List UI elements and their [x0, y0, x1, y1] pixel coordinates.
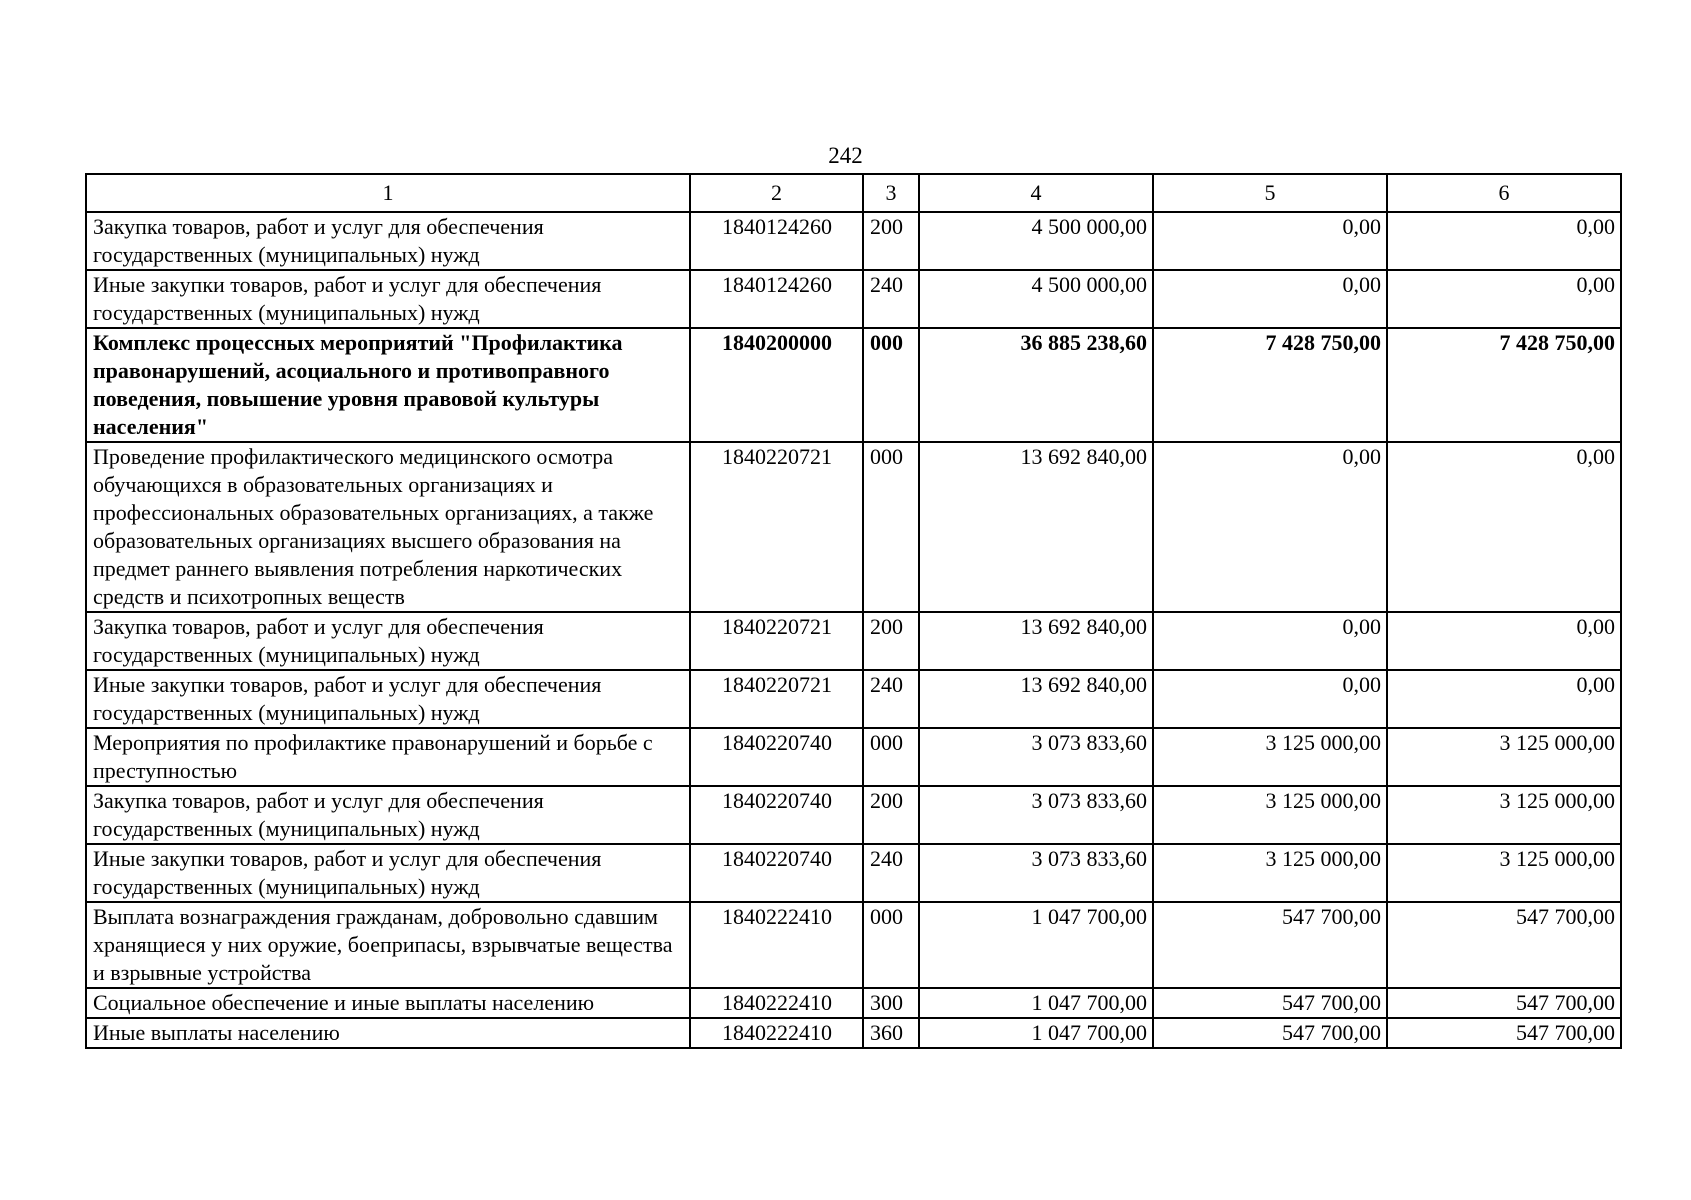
row-code-cell: 1840220721: [690, 442, 863, 612]
row-amount-col4: 3 073 833,60: [919, 728, 1153, 786]
row-code-cell: 1840124260: [690, 270, 863, 328]
row-name-cell: Закупка товаров, работ и услуг для обеспечения государственных (муниципальных) нужд: [86, 786, 690, 844]
row-code-cell: 1840222410: [690, 902, 863, 988]
col-header-4: 4: [919, 174, 1153, 212]
table-row: [86, 902, 1621, 988]
header-row: [86, 174, 1621, 212]
row-amount-col5: 547 700,00: [1153, 1018, 1387, 1048]
row-amount-col4: 36 885 238,60: [919, 328, 1153, 442]
row-amount-col5: 0,00: [1153, 612, 1387, 670]
table-row: [86, 328, 1621, 442]
row-amount-col5: 0,00: [1153, 270, 1387, 328]
row-amount-col5: 547 700,00: [1153, 988, 1387, 1018]
row-amount-col5: 3 125 000,00: [1153, 728, 1387, 786]
row-amount-col6: 3 125 000,00: [1387, 728, 1621, 786]
row-name-cell: Иные выплаты населению: [86, 1018, 690, 1048]
table-row: [86, 270, 1621, 328]
table-row: [86, 212, 1621, 270]
table-body: [86, 212, 1621, 1048]
row-code-cell: 1840220721: [690, 612, 863, 670]
row-amount-col6: 7 428 750,00: [1387, 328, 1621, 442]
row-vr-cell: 000: [863, 328, 919, 442]
row-name-cell: Иные закупки товаров, работ и услуг для обеспечения государственных (муниципальных) нужд: [86, 270, 690, 328]
row-vr-cell: 200: [863, 786, 919, 844]
row-amount-col6: 3 125 000,00: [1387, 786, 1621, 844]
row-code-cell: 1840222410: [690, 988, 863, 1018]
col-header-1: 1: [86, 174, 690, 212]
row-amount-col4: 3 073 833,60: [919, 786, 1153, 844]
row-vr-cell: 200: [863, 612, 919, 670]
table-row: [86, 844, 1621, 902]
col-header-6: 6: [1387, 174, 1621, 212]
row-amount-col4: 13 692 840,00: [919, 442, 1153, 612]
row-amount-col6: 0,00: [1387, 670, 1621, 728]
row-amount-col6: 0,00: [1387, 270, 1621, 328]
row-name-cell: Проведение профилактического медицинского осмотра обучающихся в образовательных организациях и профессиональных образовательных организациях, а также образовательных организациях высшего образования на предмет раннего выявления потребления наркотических средств и психотропных веществ: [86, 442, 690, 612]
row-amount-col6: 0,00: [1387, 442, 1621, 612]
row-code-cell: 1840124260: [690, 212, 863, 270]
row-name-cell: Социальное обеспечение и иные выплаты населению: [86, 988, 690, 1018]
row-amount-col5: 3 125 000,00: [1153, 786, 1387, 844]
row-vr-cell: 000: [863, 442, 919, 612]
row-code-cell: 1840220740: [690, 844, 863, 902]
row-amount-col4: 4 500 000,00: [919, 270, 1153, 328]
row-vr-cell: 360: [863, 1018, 919, 1048]
table-row: [86, 988, 1621, 1018]
row-code-cell: 1840220721: [690, 670, 863, 728]
row-amount-col5: 0,00: [1153, 212, 1387, 270]
row-amount-col5: 3 125 000,00: [1153, 844, 1387, 902]
row-name-cell: Иные закупки товаров, работ и услуг для обеспечения государственных (муниципальных) нужд: [86, 844, 690, 902]
row-amount-col5: 0,00: [1153, 442, 1387, 612]
table-row: [86, 728, 1621, 786]
row-amount-col5: 7 428 750,00: [1153, 328, 1387, 442]
row-vr-cell: 000: [863, 728, 919, 786]
row-name-cell: Закупка товаров, работ и услуг для обеспечения государственных (муниципальных) нужд: [86, 612, 690, 670]
row-amount-col6: 0,00: [1387, 612, 1621, 670]
row-amount-col6: 547 700,00: [1387, 902, 1621, 988]
table-row: [86, 1018, 1621, 1048]
col-header-2: 2: [690, 174, 863, 212]
row-amount-col4: 1 047 700,00: [919, 902, 1153, 988]
row-code-cell: 1840200000: [690, 328, 863, 442]
col-header-5: 5: [1153, 174, 1387, 212]
row-name-cell: Выплата вознаграждения гражданам, добровольно сдавшим хранящиеся у них оружие, боеприпасы, взрывчатые вещества и взрывные устройства: [86, 902, 690, 988]
row-amount-col4: 3 073 833,60: [919, 844, 1153, 902]
row-amount-col4: 1 047 700,00: [919, 1018, 1153, 1048]
row-amount-col5: 547 700,00: [1153, 902, 1387, 988]
row-amount-col6: 3 125 000,00: [1387, 844, 1621, 902]
table-row: [86, 786, 1621, 844]
row-amount-col6: 547 700,00: [1387, 1018, 1621, 1048]
row-amount-col4: 4 500 000,00: [919, 212, 1153, 270]
row-amount-col4: 13 692 840,00: [919, 612, 1153, 670]
row-amount-col4: 1 047 700,00: [919, 988, 1153, 1018]
row-vr-cell: 300: [863, 988, 919, 1018]
row-name-cell: Комплекс процессных мероприятий "Профилактика правонарушений, асоциального и противоправного поведения, повышение уровня правовой культуры населения": [86, 328, 690, 442]
row-name-cell: Иные закупки товаров, работ и услуг для обеспечения государственных (муниципальных) нужд: [86, 670, 690, 728]
row-code-cell: 1840220740: [690, 786, 863, 844]
row-vr-cell: 240: [863, 844, 919, 902]
page-number: 242: [828, 143, 863, 168]
row-code-cell: 1840220740: [690, 728, 863, 786]
row-vr-cell: 240: [863, 670, 919, 728]
row-amount-col4: 13 692 840,00: [919, 670, 1153, 728]
row-amount-col5: 0,00: [1153, 670, 1387, 728]
row-amount-col6: 0,00: [1387, 212, 1621, 270]
row-vr-cell: 000: [863, 902, 919, 988]
row-name-cell: Закупка товаров, работ и услуг для обеспечения государственных (муниципальных) нужд: [86, 212, 690, 270]
row-name-cell: Мероприятия по профилактике правонарушений и борьбе с преступностью: [86, 728, 690, 786]
col-header-3: 3: [863, 174, 919, 212]
row-code-cell: 1840222410: [690, 1018, 863, 1048]
table-row: [86, 612, 1621, 670]
table-row: [86, 442, 1621, 612]
table-row: [86, 670, 1621, 728]
row-vr-cell: 240: [863, 270, 919, 328]
row-amount-col6: 547 700,00: [1387, 988, 1621, 1018]
row-vr-cell: 200: [863, 212, 919, 270]
budget-table: [85, 173, 1622, 1049]
